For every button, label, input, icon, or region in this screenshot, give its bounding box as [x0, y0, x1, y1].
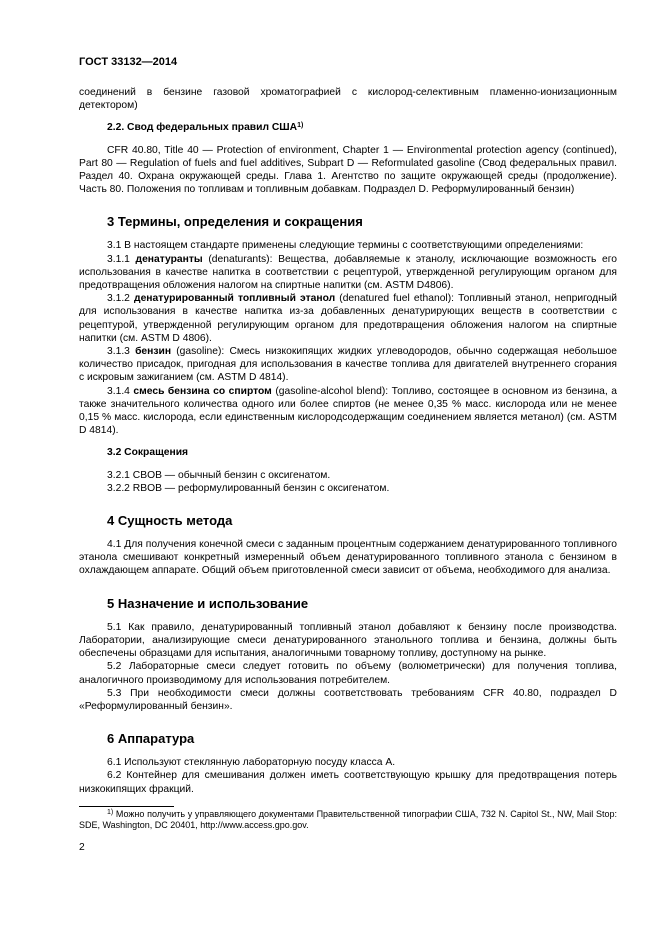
term-definition: (gasoline-alcohol blend): Топливо, состоящее в основном из бензина, а также значительного количества одного или более спиртов (не менее 0,35 % масс. кислорода или не менее 0,15 % масс. кислорода, если единственным кислородсодержащим соединением является метанол) (см. ASTM D 4814). — [79, 385, 617, 437]
term-3-1-4 — [79, 385, 617, 438]
term-definition: (denaturants): Вещества, добавляемые к этанолу, исключающие возможность его использования в качестве напитка в соответствии с рецептурой, утвержденной регулирующим органом для предотвращения обложения налогом на спиртные напитки (см. ASTM D4806). — [79, 253, 618, 292]
term-name: смесь бензина со спиртом — [133, 385, 272, 397]
footnote-ref: 1) — [297, 122, 304, 130]
term-name: бензин — [135, 346, 172, 358]
term-number: 3.1.1 — [107, 253, 136, 265]
document-header: ГОСТ 33132—2014 — [79, 56, 178, 68]
intro-continuation: соединений в бензине газовой хроматографией с кислород-селективным пламенно-ионизационным детектором) — [79, 87, 617, 112]
section-2-2-title: 2.2. Свод федеральных правил США — [107, 122, 298, 134]
section-3-2-heading: 3.2 Сокращения — [107, 447, 189, 459]
term-3-1-3 — [79, 345, 617, 385]
clause-5-3: 5.3 При необходимости смеси должны соответствовать требованиям CFR 40.80, подраздел D «Реформулированный бензин». — [79, 687, 617, 712]
term-definition: (denatured fuel ethanol): Топливный этанол, непригодный для использования в качестве напитка из-за добавленных денатурирующих веществ в соответствии с рецептурой, утвержденной регулирующим органом для предотвращения обложения налогом на спиртные напитки (см. ASTM D 4806). — [79, 293, 617, 344]
term-3-1-2 — [79, 292, 617, 345]
section-4-heading: 4 Сущность метода — [107, 513, 233, 529]
section-6-heading: 6 Аппаратура — [107, 731, 195, 747]
clause-6-2: 6.2 Контейнер для смешивания должен иметь соответствующую крышку для предотвращения потерь низкокипящих фракций. — [79, 770, 617, 795]
document-page — [79, 56, 617, 853]
clause-5-1: 5.1 Как правило, денатурированный топливный этанол добавляют к бензину после производства. Лаборатории, анализирующие смеси денатурированного этанольного топлива и бензина, должны быть обеспечены образцами для испытания, аналогичными товарному топливу, доступному на рынке. — [79, 621, 617, 660]
term-number: 3.1.4 — [107, 385, 134, 397]
section-5-heading: 5 Назначение и использование — [107, 595, 309, 611]
section-2-2-heading — [79, 121, 617, 134]
term-number: 3.1.2 — [107, 293, 135, 305]
footnote-mark: 1) — [107, 808, 114, 816]
footnote-text: Можно получить у управляющего документами Правительственной типографии США, 732 N. Capitol St., NW, Mail Stop: SDE, Washington, DC 20401, http://www.access.gpo.gov. — [79, 808, 617, 831]
term-name: денатуранты — [135, 253, 203, 265]
term-3-1-1 — [79, 253, 617, 293]
footnote — [79, 809, 617, 832]
section-2-2-text: CFR 40.80, Title 40 — Protection of environment, Chapter 1 — Environmental protection agency (continued), Part 80 — Regulation of fuels and fuel additives, Subpart D — Reformulated gasoline (Свод федеральных правил. Раздел 40. Охрана окружающей среды. Глава 1. Агентство по защите окружающей среды (продолжение). Часть 80. Положения по топливам и топливным добавкам. Подраздел D. Реформулированный бензин) — [79, 144, 617, 196]
section-3-heading: 3 Термины, определения и сокращения — [107, 214, 363, 230]
clause-5-2: 5.2 Лабораторные смеси следует готовить по объему (волюметрически) для получения топлива, аналогичного производимому для использования потребителем. — [79, 661, 617, 686]
clause-6-1: 6.1 Используют стеклянную лабораторную посуду класса А. — [107, 757, 396, 769]
clause-3-1: 3.1 В настоящем стандарте применены следующие термины с соответствующими определениями: — [107, 240, 584, 252]
term-definition: (gasoline): Смесь низкокипящих жидких углеводородов, обычно содержащая небольшое количество присадок, пригодная для использования в качестве топлива для двигателей внутреннего сгорания с искровым зажиганием (см. ASTM D 4814). — [79, 346, 617, 384]
abbr-3-2-2: 3.2.2 RBOB — реформулированный бензин с оксигенатом. — [107, 482, 390, 494]
footnote-divider — [79, 806, 174, 807]
page-number: 2 — [79, 841, 85, 853]
term-number: 3.1.3 — [107, 346, 136, 358]
clause-4-1: 4.1 Для получения конечной смеси с заданным процентным содержанием денатурированного топливного этанола смешивают конкретный измеренный объем денатурированного топливного этанола с бензином в охлаждающем аппарате. Общий объем приготовленной смеси зависит от объема, необходимого для анализа. — [79, 539, 617, 577]
abbr-3-2-1: 3.2.1 CBOB — обычный бензин с оксигенатом. — [107, 469, 331, 481]
term-name: денатурированный топливный этанол — [134, 293, 336, 305]
